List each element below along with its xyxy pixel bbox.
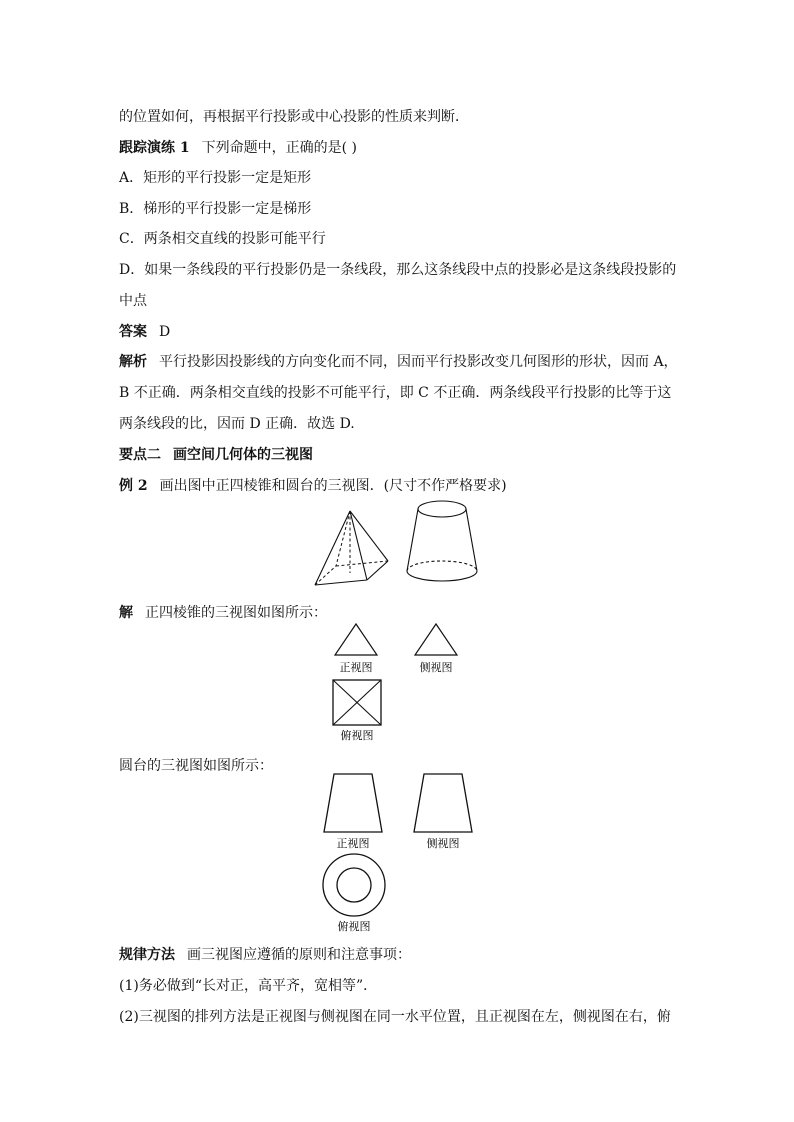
frustum-front-view	[320, 770, 388, 852]
frustum-top-caption: 俯视图	[337, 920, 371, 933]
option-d-line-1: D．如果一条线段的平行投影仍是一条线段，那么这条线段中点的投影必是这条线段投影的	[119, 262, 677, 278]
option-c: C．两条相交直线的投影可能平行	[119, 231, 326, 247]
analysis-line-1	[119, 352, 678, 372]
pyramid-top-view	[330, 678, 386, 742]
answer-line	[119, 322, 170, 342]
section-label: 要点二	[119, 447, 161, 463]
pyramid-3d-figure	[310, 505, 410, 590]
method-text: 画三视图应遵循的原则和注意事项：	[187, 947, 411, 963]
option-a: A．矩形的平行投影一定是矩形	[119, 170, 312, 186]
option-b: B．梯形的平行投影一定是梯形	[119, 201, 312, 217]
text-line-0: 的位置如何，再根据平行投影或中心投影的性质来判断．	[119, 109, 469, 125]
method-line	[119, 945, 411, 965]
pyramid-side-caption: 侧视图	[419, 661, 453, 674]
analysis-line-3: 两条线段的比，因而 D 正确．故选 D.	[119, 416, 355, 432]
frustum-front-caption: 正视图	[336, 837, 370, 850]
analysis-line-2: B 不正确．两条相交直线的投影不可能平行，即 C 不正确．两条线段平行投影的比等于这	[119, 385, 672, 401]
method-label: 规律方法	[119, 947, 175, 963]
frustum-side-view	[410, 770, 478, 852]
example-line	[119, 476, 507, 496]
rule-1: (1)务必做到“长对正，高平齐，宽相等”．	[119, 978, 378, 994]
rule-2: (2)三视图的排列方法是正视图与侧视图在同一水平位置，且正视图在左，侧视图在右，俯	[119, 1009, 671, 1025]
frustum-side-caption: 侧视图	[426, 837, 460, 850]
analysis-text-1: 平行投影因投影线的方向变化而不同，因而平行投影改变几何图形的形状，因而 A，	[159, 354, 678, 370]
exercise-question: 下列命题中，正确的是( )	[201, 140, 357, 156]
option-d-line-2: 中点	[119, 293, 147, 309]
pyramid-front-view	[332, 621, 382, 676]
solution-label: 解	[119, 605, 133, 621]
exercise-label: 跟踪演练 1	[119, 140, 190, 156]
frustum-3d-figure	[402, 497, 482, 592]
pyramid-front-caption: 正视图	[339, 661, 373, 674]
section-title: 画空间几何体的三视图	[173, 447, 313, 463]
exercise-line	[119, 138, 357, 158]
pyramid-top-caption: 俯视图	[340, 729, 374, 742]
pyramid-side-view	[412, 621, 462, 676]
example-text: 画出图中正四棱锥和圆台的三视图．(尺寸不作严格要求)	[159, 478, 507, 494]
solution-text: 正四棱锥的三视图如图所示：	[145, 605, 327, 621]
answer-label: 答案	[119, 324, 147, 340]
frustum-top-view	[320, 852, 388, 934]
example-label: 例 2	[119, 478, 148, 494]
solution-line	[119, 603, 327, 623]
section-heading	[119, 445, 313, 465]
analysis-label: 解析	[119, 354, 147, 370]
answer-value: D	[159, 324, 171, 340]
frustum-intro-line: 圆台的三视图如图所示：	[119, 758, 273, 774]
